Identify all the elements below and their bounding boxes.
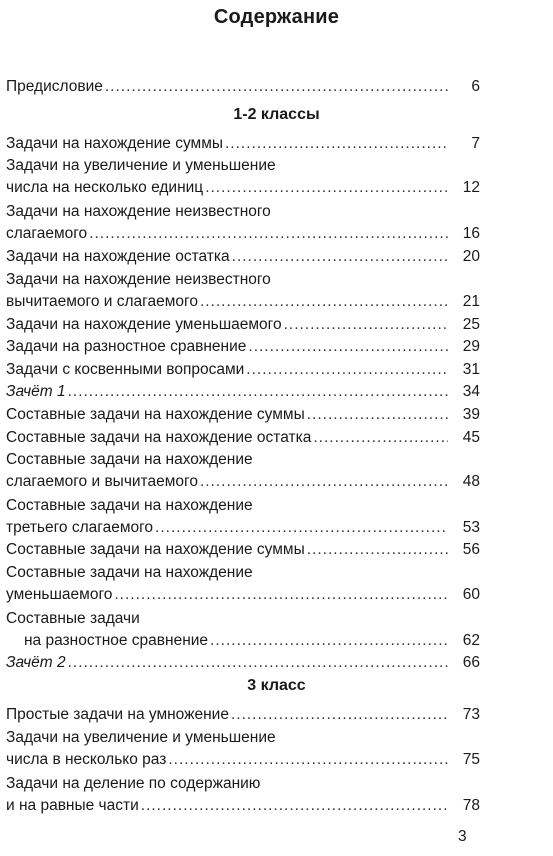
toc-entry <box>6 795 480 817</box>
toc-entry-page: 53 <box>462 519 480 536</box>
toc-entry-page: 73 <box>462 706 480 723</box>
toc-entry <box>6 427 480 449</box>
toc-entry-text: слагаемого <box>6 225 88 242</box>
toc-entry-page: 34 <box>462 383 480 400</box>
toc-entry-page: 48 <box>462 473 480 490</box>
toc-entry <box>6 177 480 199</box>
toc-entry-text: Составные задачи на нахождение <box>6 564 253 581</box>
toc-entry-page: 60 <box>462 586 480 603</box>
dot-leader <box>200 291 448 313</box>
toc-entry-page: 66 <box>462 654 480 671</box>
toc-entry-page: 56 <box>462 541 480 558</box>
toc-entry-text: Составные задачи на нахождение остатка <box>6 429 312 446</box>
toc-entry-text: Составные задачи на нахождение суммы <box>6 406 305 423</box>
toc-entry-page: 16 <box>462 225 480 242</box>
dot-leader <box>155 517 448 539</box>
toc-entry-text: слагаемого и вычитаемого <box>6 473 198 490</box>
toc-entry-text: Составные задачи <box>6 610 140 627</box>
dot-leader <box>205 177 448 199</box>
toc-entry-text: на разностное сравнение <box>24 632 209 649</box>
toc-entry-page: 78 <box>462 797 480 814</box>
toc-entry <box>6 133 480 155</box>
page-title: Содержание <box>213 6 340 28</box>
dot-leader <box>231 704 448 726</box>
dot-leader <box>200 471 448 493</box>
toc-entry-page: 39 <box>462 406 480 423</box>
toc-entry-text: Зачёт 1 <box>6 383 66 400</box>
toc-entry <box>6 404 480 426</box>
dot-leader <box>168 749 448 771</box>
toc-entry-preface <box>6 76 480 98</box>
dot-leader <box>68 381 448 403</box>
toc-entry <box>6 314 480 336</box>
toc-entry <box>6 359 480 381</box>
section-heading-grades-1-2: 1-2 классы <box>233 106 320 123</box>
dot-leader <box>313 427 448 449</box>
toc-entry-test-1 <box>6 381 480 403</box>
toc-entry-text: числа в несколько раз <box>6 751 167 768</box>
toc-entry-page: 12 <box>462 179 480 196</box>
toc-entry-page: 6 <box>471 78 480 95</box>
toc-entry-page: 62 <box>462 632 480 649</box>
page-number: 3 <box>458 828 467 845</box>
dot-leader <box>307 539 448 561</box>
toc-entry-text: Составные задачи на нахождение суммы <box>6 541 305 558</box>
toc-entry-page: 7 <box>471 135 480 152</box>
toc-entry-text: числа на несколько единиц <box>6 179 204 196</box>
toc-entry-page: 25 <box>462 316 480 333</box>
dot-leader <box>68 652 448 674</box>
toc-entry-text: Задачи на разностное сравнение <box>6 338 247 355</box>
toc-entry-text: третьего слагаемого <box>6 519 154 536</box>
toc-entry <box>6 539 480 561</box>
dot-leader <box>232 246 448 268</box>
dot-leader <box>210 630 448 652</box>
toc-entry-text: уменьшаемого <box>6 586 113 603</box>
toc-entry-page: 20 <box>462 248 480 265</box>
toc-entry-text: Зачёт 2 <box>6 654 66 671</box>
dot-leader <box>105 76 448 98</box>
toc-entry-text: Простые задачи на умножение <box>6 706 229 723</box>
toc-entry-text: Задачи с косвенными вопросами <box>6 361 245 378</box>
dot-leader <box>225 133 448 155</box>
toc-entry-text: Задачи на нахождение неизвестного <box>6 203 271 220</box>
toc-entry <box>6 246 480 268</box>
toc-entry-text: Составные задачи на нахождение <box>6 451 253 468</box>
toc-entry-text: Задачи на нахождение неизвестного <box>6 271 271 288</box>
toc-entry-page: 31 <box>462 361 480 378</box>
dot-leader <box>307 404 448 426</box>
dot-leader <box>89 223 448 245</box>
toc-entry <box>6 630 480 652</box>
toc-entry <box>6 471 480 493</box>
toc-entry <box>6 517 480 539</box>
dot-leader <box>141 795 448 817</box>
toc-entry-text: Задачи на нахождение суммы <box>6 135 223 152</box>
section-heading-grade-3: 3 класс <box>247 677 306 694</box>
toc-entry-page: 75 <box>462 751 480 768</box>
toc-entry-test-2 <box>6 652 480 674</box>
toc-entry-page: 29 <box>462 338 480 355</box>
toc-entry-text: Задачи на увеличение и уменьшение <box>6 729 276 746</box>
toc-entry-text: вычитаемого и слагаемого <box>6 293 198 310</box>
toc-entry <box>6 291 480 313</box>
toc-entry <box>6 336 480 358</box>
toc-entry-text: Задачи на нахождение уменьшаемого <box>6 316 282 333</box>
toc-entry <box>6 704 480 726</box>
dot-leader <box>114 584 448 606</box>
toc-entry-text: Предисловие <box>6 78 103 95</box>
toc-entry-text: Составные задачи на нахождение <box>6 497 253 514</box>
toc-entry-page: 21 <box>462 293 480 310</box>
toc-entry-text: и на равные части <box>6 797 139 814</box>
dot-leader <box>248 336 448 358</box>
dot-leader <box>284 314 448 336</box>
dot-leader <box>246 359 448 381</box>
toc-entry <box>6 584 480 606</box>
toc-entry <box>6 749 480 771</box>
toc-entry-page: 45 <box>462 429 480 446</box>
toc-entry-text: Задачи на деление по содержанию <box>6 775 261 792</box>
toc-entry-text: Задачи на увеличение и уменьшение <box>6 157 276 174</box>
toc-entry <box>6 223 480 245</box>
toc-entry-text: Задачи на нахождение остатка <box>6 248 230 265</box>
